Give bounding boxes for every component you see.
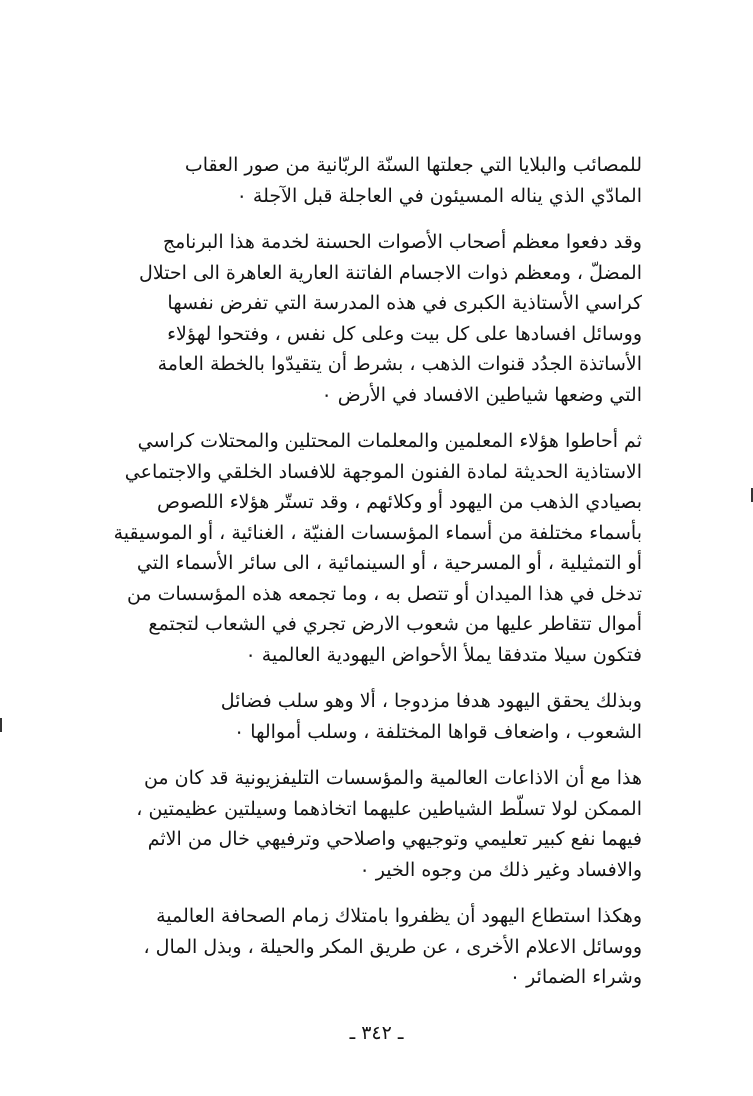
text-line: فتكون سيلا متدفقا يملأ الأحواض اليهودية العالمية ٠ xyxy=(245,643,642,666)
text-line: المضلّ ، ومعظم ذوات الاجسام الفاتنة العارية العاهرة الى احتلال xyxy=(139,261,642,284)
text-line: ثم أحاطوا هؤلاء المعلمين والمعلمات المحتلين والمحتلات كراسي xyxy=(137,430,642,452)
text-line: تدخل في هذا الميدان أو تتصل به ، وما تجمعه هذه المؤسسات من xyxy=(126,582,642,605)
text-line: الممكن لولا تسلّط الشياطين عليهما اتخاذهما وسيلتين عظيمتين ، xyxy=(136,797,642,820)
scan-edge-mark xyxy=(0,718,2,732)
text-line: هذا مع أن الاذاعات العالمية والمؤسسات التليفزيونية قد كان من xyxy=(143,767,642,789)
paragraph-4 xyxy=(62,686,642,747)
text-line: التي وضعها شياطين الافساد في الأرض ٠ xyxy=(321,383,642,406)
text-line: والافساد وغير ذلك من وجوه الخير ٠ xyxy=(359,858,642,881)
text-line: ووسائل الاعلام الأخرى ، عن طريق المكر والحيلة ، وبذل المال ، xyxy=(143,935,642,958)
text-line: الشعوب ، واضعاف قواها المختلفة ، وسلب أموالها ٠ xyxy=(234,720,642,743)
text-line: وهكذا استطاع اليهود أن يظفروا بامتلاك زمام الصحافة العالمية xyxy=(156,905,642,927)
text-line: أموال تتقاطر عليها من شعوب الارض تجري في الشعاب لتجتمع xyxy=(148,613,642,635)
body-text xyxy=(62,150,642,1009)
paragraph-2 xyxy=(62,227,642,410)
text-line: فيهما نفع كبير تعليمي وتوجيهي واصلاحي وترفيهي خال من الاثم xyxy=(147,828,642,850)
page-number: ـ ٣٤٢ ـ xyxy=(349,1022,404,1044)
text-line: وقد دفعوا معظم أصحاب الأصوات الحسنة لخدمة هذا البرنامج xyxy=(162,231,642,253)
paragraph-1 xyxy=(62,150,642,211)
text-line: الاستاذية الحديثة لمادة الفنون الموجهة للافساد الخلقي والاجتماعي xyxy=(124,460,642,483)
text-line: بأسماء مختلفة من أسماء المؤسسات الفنيّة ، الغنائية ، أو الموسيقية xyxy=(113,521,642,544)
text-line: المادّي الذي يناله المسيئون في العاجلة قبل الآجلة ٠ xyxy=(236,184,642,207)
text-line: الأساتذة الجدُد قنوات الذهب ، بشرط أن يتقيدّوا بالخطة العامة xyxy=(157,353,642,375)
text-line: للمصائب والبلايا التي جعلتها السنّة الربّانية من صور العقاب xyxy=(184,154,642,176)
text-line: كراسي الأستاذية الكبرى في هذه المدرسة التي تفرض نفسها xyxy=(167,292,642,314)
text-line: بصيادي الذهب من اليهود أو وكلائهم ، وقد تستّر هؤلاء اللصوص xyxy=(157,491,642,513)
paragraph-5 xyxy=(62,763,642,885)
text-line: وشراء الضمائر ٠ xyxy=(509,966,642,988)
text-line: أو التمثيلية ، أو المسرحية ، أو السينمائية ، الى سائر الأسماء التي xyxy=(136,552,642,574)
paragraph-6 xyxy=(62,901,642,993)
text-line: وبذلك يحقق اليهود هدفا مزدوجا ، ألا وهو سلب فضائل xyxy=(220,690,642,712)
text-line: ووسائل افسادها على كل بيت وعلى كل نفس ، وفتحوا لهؤلاء xyxy=(167,322,642,345)
paragraph-3 xyxy=(62,426,642,670)
